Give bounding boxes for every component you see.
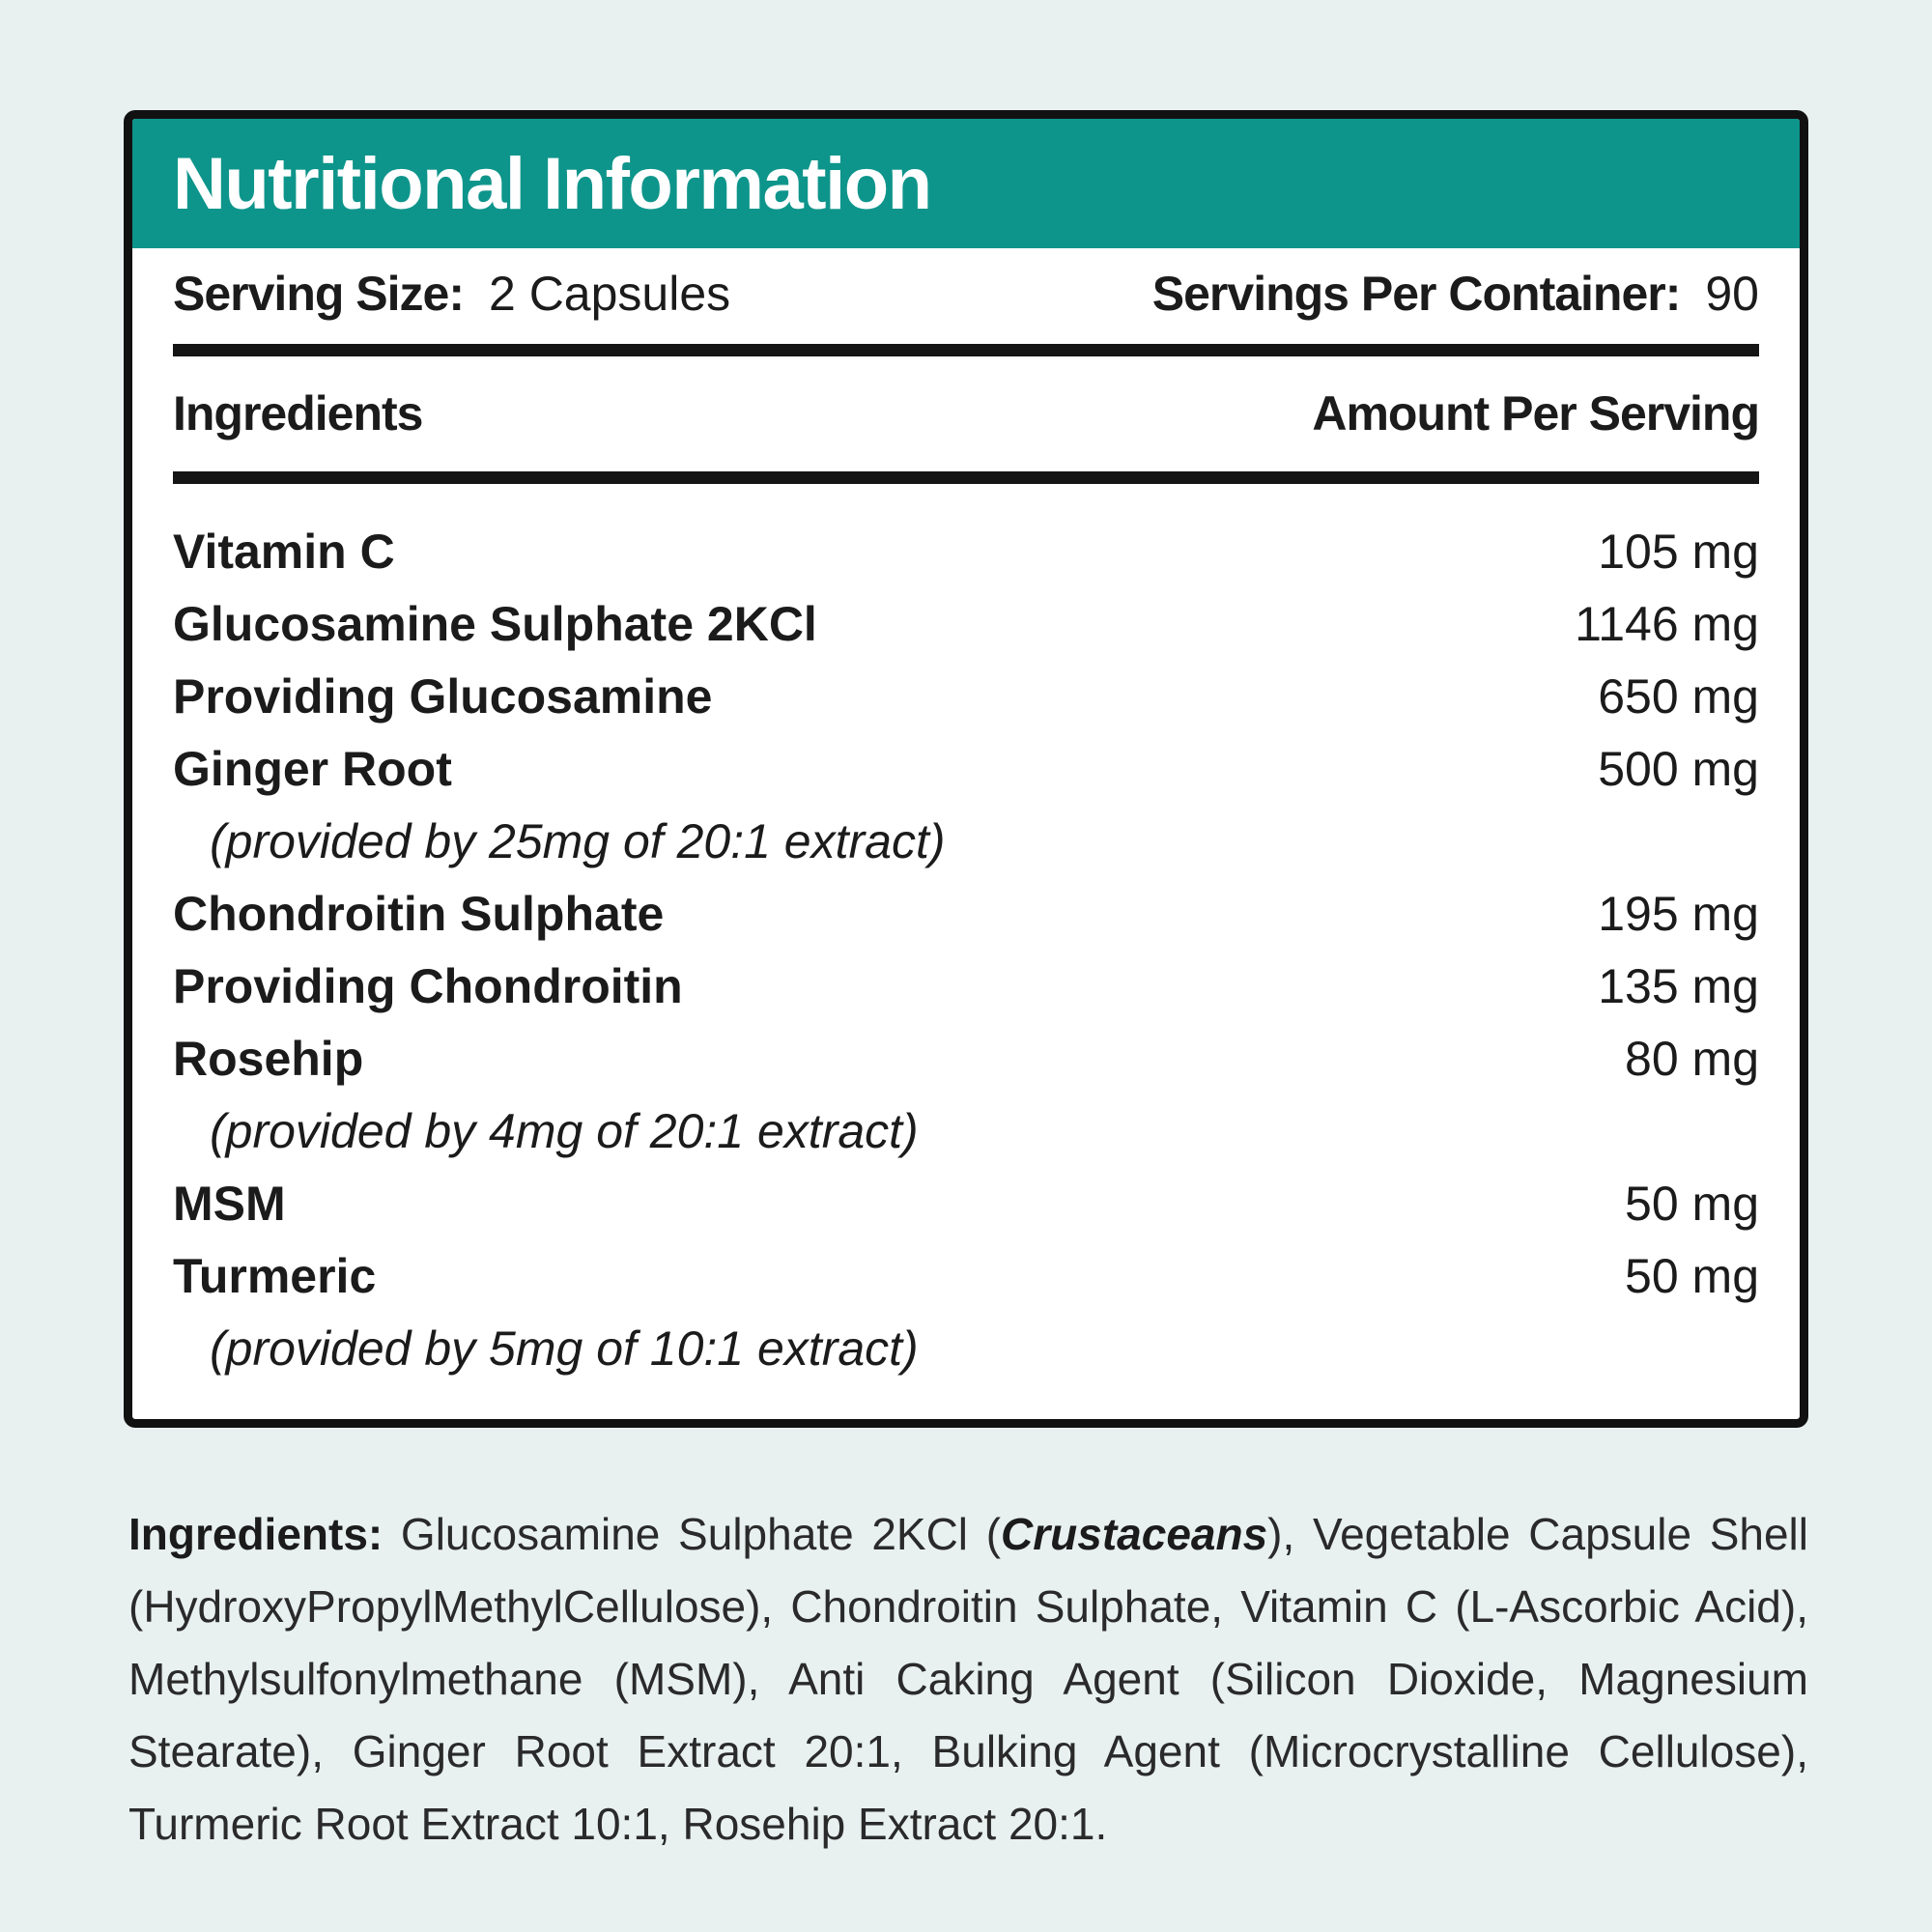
ingredient-amount: 105 mg [1598,524,1759,579]
ingredient-amount: 650 mg [1598,668,1759,724]
ingredients-column-header: Ingredients [173,386,423,440]
ingredient-rows [173,515,1759,1384]
ingredient-amount: 195 mg [1598,886,1759,941]
ingredient-name: Providing Chondroitin [173,958,683,1013]
ingredient-name: Providing Glucosamine [173,668,713,724]
table-row [173,1239,1759,1312]
ingredients-statement [128,1498,1808,1861]
table-row [173,660,1759,732]
table-row-note [173,1094,1759,1167]
servings-per-container [1152,266,1759,322]
allergen-highlight: Crustaceans [1001,1509,1268,1559]
amount-column-header: Amount Per Serving [1312,386,1759,440]
ingredient-amount: 1146 mg [1575,596,1759,651]
panel-header [132,119,1800,248]
ingredient-name: Ginger Root [173,741,452,796]
extract-note: (provided by 5mg of 10:1 extract) [210,1321,919,1376]
divider-rule [173,471,1759,484]
serving-size-value: 2 Capsules [489,267,731,321]
ingredient-name: Rosehip [173,1031,364,1086]
servings-per-container-value: 90 [1705,267,1759,321]
ingredient-name: Turmeric [173,1248,377,1303]
panel-title: Nutritional Information [173,142,931,225]
table-row [173,515,1759,587]
serving-info [173,248,1759,339]
extract-note: (provided by 25mg of 20:1 extract) [210,813,946,868]
ingredient-amount: 80 mg [1625,1031,1759,1086]
table-row [173,732,1759,805]
ingredients-statement-text: Glucosamine Sulphate 2KCl ( [383,1509,1002,1559]
divider-rule [173,344,1759,356]
ingredient-amount: 135 mg [1598,958,1759,1013]
ingredients-statement-text: ), Vegetable Capsule Shell (HydroxyPropylMethylCellulose), Chondroitin Sulphate, Vitamin C (L-Ascorbic Acid), Methylsulfonylmethane (MSM), Anti Caking Agent (Silicon Dioxide, Magnesium Stearate), Ginger Root Extract 20:1, Bulking Agent (Microcrystalline Cellulose), Turmeric Root Extract 10:1, Rosehip Extract 20:1. [128,1509,1808,1849]
extract-note: (provided by 4mg of 20:1 extract) [210,1103,919,1158]
table-row [173,950,1759,1022]
serving-size-label: Serving Size: [173,267,464,321]
ingredient-name: Chondroitin Sulphate [173,886,665,941]
column-headers [173,360,1759,467]
table-row [173,1167,1759,1239]
table-row [173,587,1759,660]
table-row [173,877,1759,950]
ingredient-amount: 500 mg [1598,741,1759,796]
servings-per-container-label: Servings Per Container: [1151,267,1681,321]
nutrition-panel [124,110,1808,1428]
ingredient-amount: 50 mg [1625,1248,1759,1303]
table-row-note [173,1312,1759,1384]
ingredient-name: Vitamin C [173,524,395,579]
ingredient-name: Glucosamine Sulphate 2KCl [173,596,817,651]
ingredients-statement-label: Ingredients: [128,1509,384,1559]
ingredient-amount: 50 mg [1625,1176,1759,1231]
table-row [173,1022,1759,1094]
serving-size [173,266,730,322]
table-row-note [173,805,1759,877]
ingredient-name: MSM [173,1176,286,1231]
